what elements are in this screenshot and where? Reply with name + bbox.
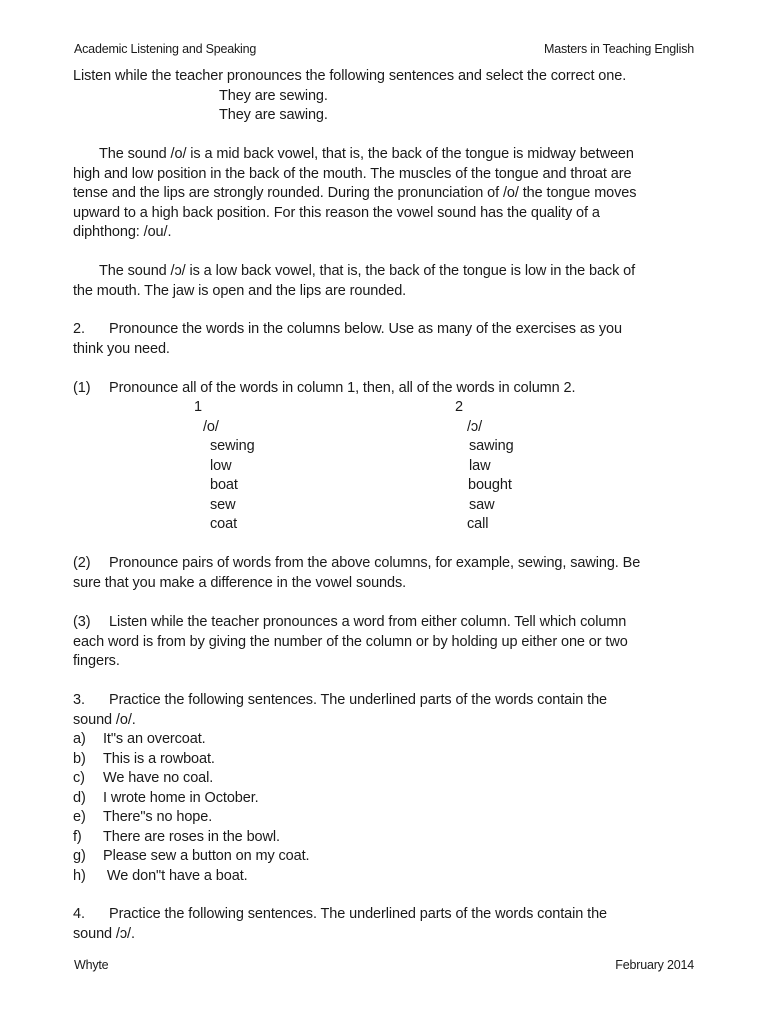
column-1-word: low — [210, 457, 232, 474]
sentence-text: It"s an overcoat. — [103, 731, 206, 747]
paragraph-line: The sound /ɔ/ is a low back vowel, that is, the back of the tongue is low in the back of — [99, 263, 636, 279]
section-line: sound /o/. — [73, 711, 136, 728]
footer-date: February 2014 — [615, 958, 694, 972]
section-4 — [73, 905, 698, 944]
footer-author: Whyte — [74, 958, 109, 972]
exercise-line: Listen while the teacher pronounces a word from either column. Tell which column — [109, 614, 627, 630]
section-line: sound /ɔ/. — [73, 925, 135, 942]
column-1-header: 1 — [194, 399, 202, 415]
section-line: Practice the following sentences. The underlined parts of the words contain the — [109, 692, 608, 708]
sentence-text: We have no coal. — [103, 770, 214, 786]
paragraph-line: tense and the lips are strongly rounded. During the pronunciation of /o/ the tongue moves — [73, 185, 637, 201]
exercise-2 — [73, 554, 698, 593]
sentence-letter: e) — [73, 809, 86, 825]
intro-option-1: They are sewing. — [219, 87, 328, 104]
column-2-header: 2 — [455, 399, 463, 415]
column-2-word: bought — [468, 477, 512, 493]
section-number: 3. — [73, 692, 85, 708]
column-1-sound: /o/ — [203, 418, 219, 435]
sentence-letter: b) — [73, 750, 86, 767]
exercise-line: sure that you make a difference in the vowel sounds. — [73, 574, 407, 591]
exercise-line: each word is from by giving the number of the column or by holding up either one or two — [73, 633, 628, 650]
header-course-title: Academic Listening and Speaking — [74, 42, 257, 56]
exercise-number: (2) — [73, 555, 91, 571]
sentence-letter: f) — [73, 828, 82, 845]
exercise-number: (1) — [73, 380, 91, 396]
section-line: think you need. — [73, 340, 170, 357]
sentence-text: There are roses in the bowl. — [103, 828, 280, 845]
header-program-title: Masters in Teaching English — [543, 42, 694, 56]
paragraph-mid-back-vowel — [73, 145, 698, 243]
column-2-sound: /ɔ/ — [467, 418, 483, 435]
paragraph-low-back-vowel — [73, 262, 698, 301]
exercise-line: Pronounce pairs of words from the above columns, for example, sewing, sawing. Be — [109, 555, 641, 571]
section-line: Practice the following sentences. The underlined parts of the words contain the — [109, 906, 608, 922]
column-1-word: sew — [210, 496, 236, 513]
intro-instruction: Listen while the teacher pronounces the following sentences and select the correct one. — [73, 68, 627, 84]
sentence-text: We don"t have a boat. — [103, 867, 248, 884]
column-2-word: call — [467, 516, 489, 532]
paragraph-line: the mouth. The jaw is open and the lips are rounded. — [73, 282, 407, 299]
sentence-text: I wrote home in October. — [103, 789, 259, 806]
section-line: Pronounce the words in the columns below. Use as many of the exercises as you — [109, 321, 622, 337]
sentence-letter: h) — [73, 867, 86, 884]
section-2 — [73, 320, 698, 359]
column-2-word: law — [469, 457, 491, 474]
exercise-3 — [73, 613, 698, 672]
sentence-text: There"s no hope. — [103, 809, 213, 825]
sentence-text: This is a rowboat. — [103, 750, 215, 767]
exercise-1 — [73, 379, 698, 399]
intro-section — [73, 67, 698, 126]
paragraph-line: diphthong: /ou/. — [73, 224, 172, 240]
paragraph-line: upward to a high back position. For this reason the vowel sound has the quality of a — [73, 204, 600, 221]
sentence-letter: a) — [73, 731, 86, 747]
column-1-word: coat — [210, 516, 238, 532]
exercise-text: Pronounce all of the words in column 1, then, all of the words in column 2. — [109, 380, 576, 396]
section-3 — [73, 691, 698, 886]
section-number: 2. — [73, 321, 85, 337]
section-number: 4. — [73, 906, 85, 922]
paragraph-line: The sound /o/ is a mid back vowel, that is, the back of the tongue is midway between — [99, 146, 634, 162]
column-1-word: boat — [210, 477, 238, 493]
intro-option-2: They are sawing. — [219, 107, 328, 123]
sentence-letter: c) — [73, 770, 85, 786]
exercise-line: fingers. — [73, 653, 120, 669]
column-2-word: sawing — [469, 438, 514, 454]
sentence-text: Please sew a button on my coat. — [103, 848, 310, 864]
column-1-word: sewing — [210, 438, 255, 454]
column-2-word: saw — [469, 496, 495, 513]
exercise-number: (3) — [73, 614, 91, 630]
sentence-letter: g) — [73, 848, 86, 864]
sentence-letter: d) — [73, 789, 86, 806]
word-columns — [0, 398, 768, 538]
paragraph-line: high and low position in the back of the mouth. The muscles of the tongue and throat are — [73, 165, 632, 182]
